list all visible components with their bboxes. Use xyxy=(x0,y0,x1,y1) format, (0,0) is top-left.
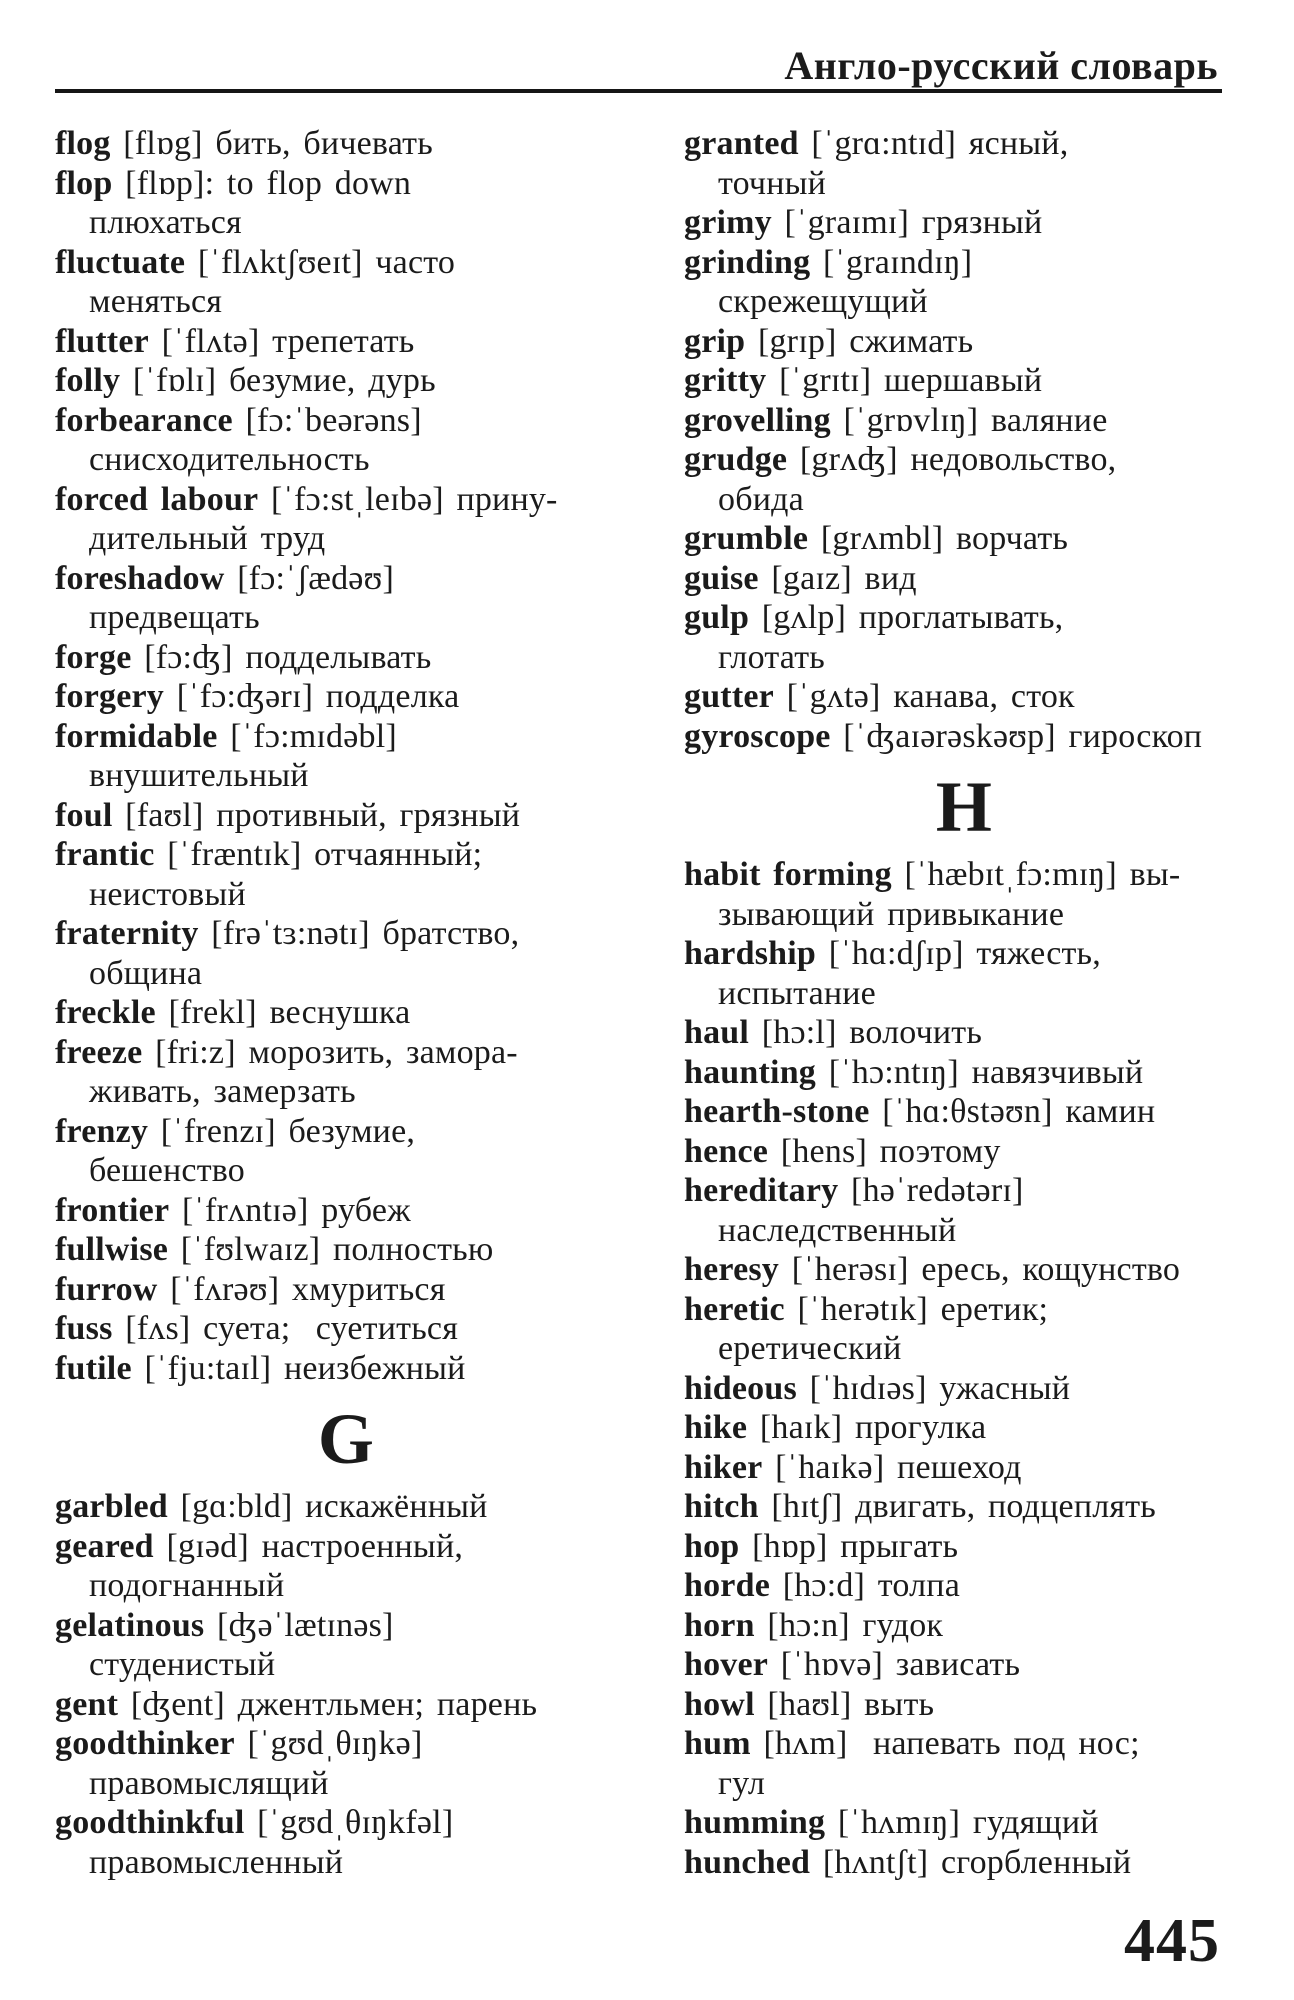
headword: hence xyxy=(684,1132,769,1170)
headword: hardship xyxy=(684,935,817,972)
headword: hover xyxy=(684,1646,769,1683)
dictionary-entry xyxy=(684,717,1244,757)
dictionary-entry xyxy=(55,124,637,164)
entry-first-line: forbearance [fɔ:ˈbeərəns] xyxy=(55,401,422,439)
dictionary-entry xyxy=(55,1033,637,1112)
dictionary-entry xyxy=(684,855,1244,934)
headword: gulp xyxy=(684,599,750,636)
entry-continuation-line: глотать xyxy=(718,638,825,676)
dictionary-entry xyxy=(684,1803,1244,1843)
headword: goodthinkful xyxy=(55,1804,245,1841)
entry-first-line: foreshadow [fɔ:ˈʃædəʊ] xyxy=(55,559,394,597)
headword: hearth-stone xyxy=(684,1093,870,1130)
headword: hunched xyxy=(684,1843,811,1881)
entry-first-line: granted [ˈgrɑ:ntɪd] ясный, xyxy=(684,125,1069,162)
dictionary-entry xyxy=(55,1606,637,1685)
entry-first-line: hereditary [həˈredətərɪ] xyxy=(684,1172,1024,1209)
headword: foreshadow xyxy=(55,559,225,597)
dictionary-entry xyxy=(684,1487,1244,1527)
dictionary-entry xyxy=(55,1527,637,1606)
dictionary-entry xyxy=(55,638,637,678)
dictionary-entry xyxy=(684,243,1244,322)
page-number: 445 xyxy=(1124,1907,1220,1975)
dictionary-entry xyxy=(55,717,637,796)
entry-first-line: grumble [grʌmbl] ворчать xyxy=(684,520,1069,557)
section-letter-G: G xyxy=(317,1399,375,1479)
entry-first-line: flop [flɒp]: to flop down xyxy=(55,164,412,202)
headword: frontier xyxy=(55,1191,170,1229)
entry-continuation-line: правомыслящий xyxy=(89,1764,329,1802)
entry-first-line: hum [hʌm] напевать под нос; xyxy=(684,1725,1140,1762)
headword: hiker xyxy=(684,1448,763,1486)
entry-first-line: fraternity [frəˈtɜ:nətɪ] братство, xyxy=(55,915,520,952)
headword: geared xyxy=(55,1527,154,1565)
entry-first-line: grovelling [ˈgrɒvlɪŋ] валяние xyxy=(684,401,1108,439)
headword: gutter xyxy=(684,678,774,715)
entry-continuation-line: предвещать xyxy=(89,599,260,636)
entry-first-line: hitch [hɪtʃ] двигать, подцеплять xyxy=(684,1488,1156,1525)
headword: horde xyxy=(684,1567,770,1604)
dictionary-entry xyxy=(684,1290,1244,1369)
headword: grovelling xyxy=(684,401,831,439)
entry-continuation-line: точный xyxy=(718,164,827,202)
entry-first-line: frontier [ˈfrʌntɪə] рубеж xyxy=(55,1191,411,1229)
running-head-title: Англо-русский словарь xyxy=(784,43,1218,88)
dictionary-entry xyxy=(684,1645,1244,1685)
left-column xyxy=(55,124,637,1882)
headword: folly xyxy=(55,362,121,399)
entry-first-line: hunched [hʌntʃt] сгорбленный xyxy=(684,1843,1132,1881)
entry-first-line: futile [ˈfju:taɪl] неизбежный xyxy=(55,1349,466,1387)
dictionary-entry xyxy=(55,1309,637,1349)
entry-continuation-line: подогнанный xyxy=(89,1567,285,1604)
dictionary-entry xyxy=(55,1230,637,1270)
entry-first-line: forced labour [ˈfɔ:stˌleɪbə] прину- xyxy=(55,480,558,518)
entry-continuation-line: наследственный xyxy=(718,1211,957,1249)
dictionary-entry xyxy=(55,1270,637,1310)
entry-first-line: horn [hɔ:n] гудок xyxy=(684,1606,944,1644)
dictionary-entry xyxy=(684,203,1244,243)
dictionary-entry xyxy=(55,1487,637,1527)
headword: granted xyxy=(684,125,799,162)
headword: furrow xyxy=(55,1270,158,1308)
dictionary-entry xyxy=(684,1250,1244,1290)
entry-first-line: grimy [ˈgraɪmɪ] грязный xyxy=(684,204,1043,241)
entry-first-line: fluctuate [ˈflʌktʃʊeɪt] часто xyxy=(55,243,456,281)
headword: gritty xyxy=(684,362,767,399)
dictionary-entry xyxy=(55,677,637,717)
headword: forced labour xyxy=(55,480,259,518)
dictionary-entry xyxy=(684,1685,1244,1725)
entry-continuation-line: община xyxy=(89,954,203,992)
dictionary-entry xyxy=(684,1132,1244,1172)
dictionary-entry xyxy=(55,796,637,836)
headword: goodthinker xyxy=(55,1725,235,1762)
headword: flog xyxy=(55,125,111,162)
headword: fluctuate xyxy=(55,243,186,281)
headword: flop xyxy=(55,164,113,202)
dictionary-entry xyxy=(55,361,637,401)
dictionary-entry xyxy=(55,1191,637,1231)
entry-first-line: haul [hɔ:l] волочить xyxy=(684,1014,983,1051)
right-column xyxy=(684,124,1244,1882)
header-rule xyxy=(55,89,1222,93)
entry-first-line: hardship [ˈhɑ:dʃɪp] тяжесть, xyxy=(684,935,1101,972)
dictionary-entry xyxy=(684,361,1244,401)
dictionary-entry xyxy=(55,243,637,322)
entry-continuation-line: испытание xyxy=(718,974,876,1012)
dictionary-entry xyxy=(55,559,637,638)
entry-first-line: formidable [ˈfɔ:mɪdəbl] xyxy=(55,717,397,755)
entry-first-line: foul [faʊl] противный, грязный xyxy=(55,796,521,834)
dictionary-entry xyxy=(55,480,637,559)
headword: grip xyxy=(684,322,746,360)
entry-first-line: gulp [gʌlp] проглатывать, xyxy=(684,599,1064,636)
dictionary-entry xyxy=(55,322,637,362)
dictionary-entry xyxy=(684,677,1244,717)
headword: hideous xyxy=(684,1369,797,1407)
dictionary-entry xyxy=(684,1013,1244,1053)
entry-continuation-line: плюхаться xyxy=(89,204,242,241)
entry-continuation-line: зывающий привыкание xyxy=(718,895,1065,933)
headword: humming xyxy=(684,1804,826,1841)
entry-first-line: frantic [ˈfræntɪk] отчаянный; xyxy=(55,836,483,873)
entry-first-line: haunting [ˈhɔ:ntɪŋ] навязчивый xyxy=(684,1053,1144,1091)
headword: forge xyxy=(55,638,132,676)
dictionary-entry xyxy=(684,1606,1244,1646)
headword: hereditary xyxy=(684,1172,839,1209)
entry-first-line: furrow [ˈfʌrəʊ] хмуриться xyxy=(55,1270,446,1308)
entry-first-line: humming [ˈhʌmɪŋ] гудящий xyxy=(684,1804,1099,1841)
headword: frantic xyxy=(55,836,155,873)
headword: foul xyxy=(55,796,113,834)
entry-first-line: heresy [ˈherəsɪ] ересь, кощунство xyxy=(684,1251,1181,1288)
headword: forgery xyxy=(55,678,164,715)
dictionary-entry xyxy=(55,1349,637,1389)
headword: guise xyxy=(684,559,759,597)
headword: hike xyxy=(684,1409,748,1446)
entry-first-line: flutter [ˈflʌtə] трепетать xyxy=(55,322,415,360)
section-letter-H: H xyxy=(935,767,993,847)
dictionary-entry xyxy=(55,1112,637,1191)
entry-first-line: hop [hɒp] прыгать xyxy=(684,1527,959,1565)
entry-first-line: garbled [gɑ:bld] искажённый xyxy=(55,1488,488,1525)
headword: grumble xyxy=(684,520,809,557)
headword: gyroscope xyxy=(684,717,831,755)
headword: hop xyxy=(684,1527,740,1565)
entry-first-line: guise [gaɪz] вид xyxy=(684,559,917,597)
entry-first-line: gent [ʤent] джентльмен; парень xyxy=(55,1685,538,1723)
headword: haul xyxy=(684,1014,750,1051)
entry-first-line: gritty [ˈgrɪtɪ] шершавый xyxy=(684,362,1043,399)
headword: flutter xyxy=(55,322,149,360)
dictionary-entry xyxy=(684,934,1244,1013)
dictionary-entry xyxy=(684,1092,1244,1132)
entry-continuation-line: снисходительность xyxy=(89,441,370,478)
dictionary-entry xyxy=(684,1566,1244,1606)
dictionary-entry xyxy=(684,1448,1244,1488)
entry-continuation-line: внушительный xyxy=(89,757,309,794)
entry-first-line: grudge [grʌʤ] недовольство, xyxy=(684,441,1117,478)
entry-continuation-line: бешенство xyxy=(89,1152,245,1189)
entry-continuation-line: неистовый xyxy=(89,875,246,913)
headword: garbled xyxy=(55,1488,168,1525)
dictionary-entry xyxy=(55,1803,637,1882)
entry-first-line: habit forming [ˈhæbɪtˌfɔ:mɪŋ] вы- xyxy=(684,856,1181,893)
entry-first-line: fullwise [ˈfʊlwaɪz] полностью xyxy=(55,1231,494,1268)
entry-first-line: howl [haʊl] выть xyxy=(684,1685,935,1723)
dictionary-entry xyxy=(684,598,1244,677)
headword: fuss xyxy=(55,1310,113,1347)
headword: gelatinous xyxy=(55,1606,205,1644)
entry-first-line: fuss [fʌs] суета; суетиться xyxy=(55,1310,459,1347)
entry-first-line: forgery [ˈfɔ:ʤərɪ] подделка xyxy=(55,678,460,715)
entry-first-line: goodthinker [ˈgʊdˌθɪŋkə] xyxy=(55,1725,423,1762)
entry-first-line: flog [flɒg] бить, бичевать xyxy=(55,125,433,162)
headword: freeze xyxy=(55,1033,143,1071)
entry-first-line: gyroscope [ˈʤaɪərəskəʊp] гироскоп xyxy=(684,717,1203,755)
headword: grudge xyxy=(684,441,788,478)
entry-first-line: grip [grɪp] сжимать xyxy=(684,322,974,360)
entry-first-line: forge [fɔ:ʤ] подделывать xyxy=(55,638,432,676)
entry-first-line: gelatinous [ʤəˈlætɪnəs] xyxy=(55,1606,394,1644)
dictionary-entry xyxy=(684,1843,1244,1883)
headword: howl xyxy=(684,1685,755,1723)
dictionary-entry xyxy=(55,993,637,1033)
headword: forbearance xyxy=(55,401,233,439)
headword: fraternity xyxy=(55,915,199,952)
entry-continuation-line: дительный труд xyxy=(89,520,326,557)
entry-first-line: heretic [ˈherətɪk] еретик; xyxy=(684,1290,1049,1328)
entry-continuation-line: живать, замерзать xyxy=(89,1073,356,1110)
dictionary-entry xyxy=(684,519,1244,559)
dictionary-entry xyxy=(684,440,1244,519)
headword: fullwise xyxy=(55,1231,169,1268)
entry-continuation-line: правомысленный xyxy=(89,1843,344,1881)
dictionary-entry xyxy=(684,401,1244,441)
dictionary-entry xyxy=(684,1053,1244,1093)
entry-first-line: freckle [frekl] веснушка xyxy=(55,994,411,1031)
dictionary-entry xyxy=(55,164,637,243)
headword: hitch xyxy=(684,1488,759,1525)
entry-first-line: hike [haɪk] прогулка xyxy=(684,1409,987,1446)
entry-first-line: hiker [ˈhaɪkə] пешеход xyxy=(684,1448,1022,1486)
headword: heretic xyxy=(684,1290,785,1328)
headword: futile xyxy=(55,1349,132,1387)
dictionary-entry xyxy=(55,914,637,993)
headword: formidable xyxy=(55,717,218,755)
entry-first-line: freeze [fri:z] морозить, замора- xyxy=(55,1033,518,1071)
dictionary-entry xyxy=(55,835,637,914)
entry-continuation-line: обида xyxy=(718,480,804,518)
entry-first-line: geared [gɪəd] настроенный, xyxy=(55,1527,464,1565)
dictionary-entry xyxy=(684,1171,1244,1250)
entry-first-line: folly [ˈfɒlɪ] безумие, дурь xyxy=(55,362,436,399)
dictionary-entry xyxy=(55,1724,637,1803)
headword: gent xyxy=(55,1685,119,1723)
entry-first-line: hence [hens] поэтому xyxy=(684,1132,1001,1170)
entry-first-line: horde [hɔ:d] толпа xyxy=(684,1567,960,1604)
entry-continuation-line: меняться xyxy=(89,283,223,320)
dictionary-entry xyxy=(684,1369,1244,1409)
entry-continuation-line: скрежещущий xyxy=(718,283,928,320)
dictionary-entry xyxy=(55,401,637,480)
entry-first-line: grinding [ˈgraɪndɪŋ] xyxy=(684,243,973,281)
headword: freckle xyxy=(55,994,156,1031)
dictionary-entry xyxy=(684,1527,1244,1567)
entry-first-line: hover [ˈhɒvə] зависать xyxy=(684,1646,1021,1683)
dictionary-entry xyxy=(55,1685,637,1725)
entry-first-line: gutter [ˈgʌtə] канава, сток xyxy=(684,678,1075,715)
headword: horn xyxy=(684,1606,755,1644)
dictionary-entry xyxy=(684,124,1244,203)
entry-continuation-line: еретический xyxy=(718,1330,902,1367)
dictionary-entry xyxy=(684,322,1244,362)
headword: heresy xyxy=(684,1251,779,1288)
dictionary-entry xyxy=(684,1724,1244,1803)
dictionary-entry xyxy=(684,559,1244,599)
headword: habit forming xyxy=(684,856,892,893)
entry-continuation-line: студенистый xyxy=(89,1646,276,1683)
entry-first-line: hideous [ˈhɪdɪəs] ужасный xyxy=(684,1369,1071,1407)
headword: grinding xyxy=(684,243,811,281)
headword: grimy xyxy=(684,204,772,241)
entry-first-line: goodthinkful [ˈgʊdˌθɪŋkfəl] xyxy=(55,1804,454,1841)
entry-continuation-line: гул xyxy=(718,1764,766,1802)
headword: frenzy xyxy=(55,1112,149,1150)
entry-first-line: hearth-stone [ˈhɑ:θstəʊn] камин xyxy=(684,1093,1156,1130)
entry-first-line: frenzy [ˈfrenzɪ] безумие, xyxy=(55,1112,416,1150)
headword: haunting xyxy=(684,1053,817,1091)
dictionary-entry xyxy=(684,1408,1244,1448)
headword: hum xyxy=(684,1725,751,1762)
